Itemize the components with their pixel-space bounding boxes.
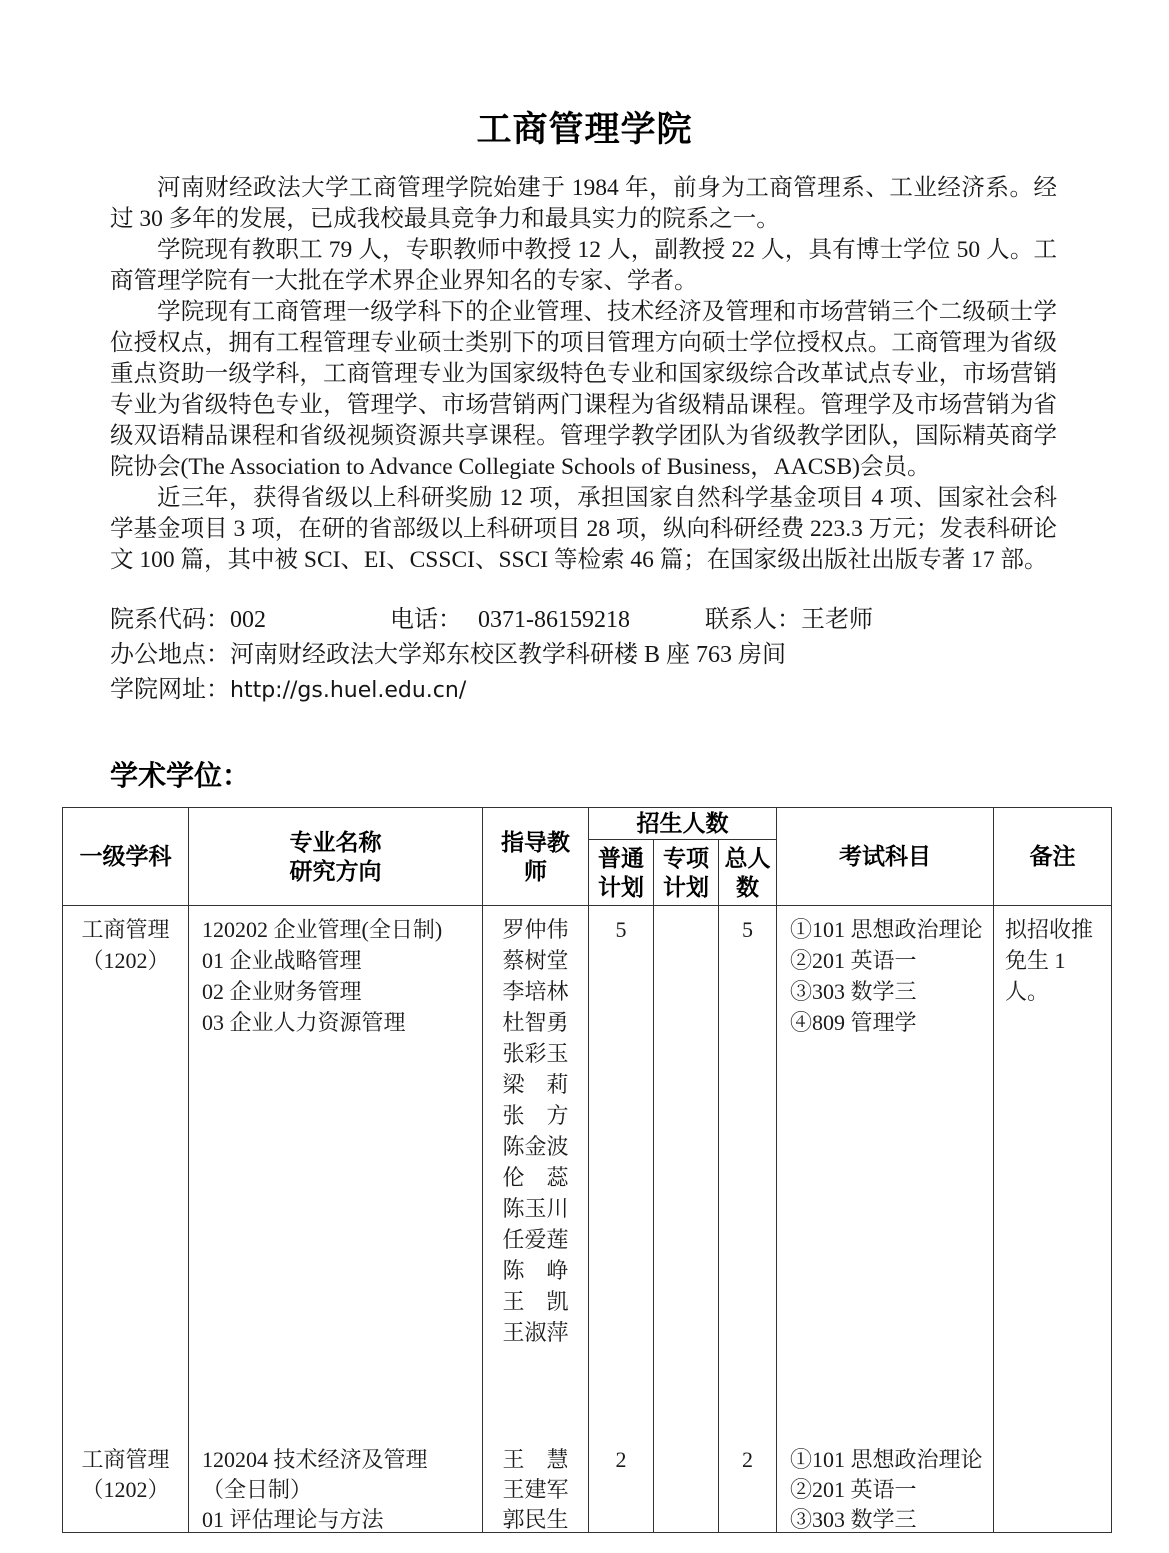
row1-plan-special bbox=[654, 906, 718, 1439]
header-total-line1: 总人 bbox=[724, 845, 771, 871]
intro-paragraph: 学院现有教职工 79 人，专职教师中教授 12 人，副教授 22 人，具有博士学位 50 人。工商管理学院有一大批在学术界企业界知名的专家、学者。 bbox=[110, 237, 1057, 294]
header-enrollment-count: 招生人数 bbox=[589, 808, 777, 840]
column-plan-special bbox=[654, 906, 719, 1532]
header-plan-general-line1: 普通 bbox=[598, 845, 644, 871]
address-value: 河南财经政法大学郑东校区教学科研楼 B 座 763 房间 bbox=[230, 642, 787, 668]
header-advisor-line1: 指导教 bbox=[501, 829, 570, 855]
row1-advisors bbox=[483, 906, 588, 1439]
advisor-name: 李培林 bbox=[502, 979, 569, 1004]
exam-subject-line: ③303 数学三 bbox=[790, 1507, 917, 1532]
website-link[interactable]: http://gs.huel.edu.cn/ bbox=[230, 678, 467, 703]
header-total-line2: 数 bbox=[736, 874, 759, 900]
exam-subject-line: ②201 英语一 bbox=[790, 1477, 917, 1502]
advisor-name: 郭民生 bbox=[502, 1507, 569, 1532]
program-line: （全日制） bbox=[202, 1477, 313, 1502]
row1-exam-subjects bbox=[777, 906, 993, 1439]
header-program-line2: 研究方向 bbox=[289, 858, 382, 884]
row2-plan-general: 2 bbox=[615, 1447, 627, 1472]
exam-subject-line: ④809 管理学 bbox=[790, 1010, 917, 1035]
column-plan-general bbox=[589, 906, 654, 1532]
header-program-line1: 专业名称 bbox=[289, 829, 382, 855]
column-exam-subjects bbox=[777, 906, 994, 1532]
column-total bbox=[719, 906, 777, 1532]
row1-plan-general: 5 bbox=[615, 917, 627, 942]
exam-subject-line: ③303 数学三 bbox=[790, 979, 917, 1004]
row2-remarks bbox=[994, 1439, 1111, 1445]
row1-remarks bbox=[994, 906, 1111, 1439]
advisor-name: 梁 莉 bbox=[502, 1072, 569, 1097]
contact-person-label: 联系人： bbox=[705, 607, 801, 633]
advisor-name: 任爱莲 bbox=[502, 1227, 569, 1252]
intro-paragraphs bbox=[110, 173, 1057, 576]
advisor-name: 陈玉川 bbox=[502, 1196, 569, 1221]
advisor-name: 王 凯 bbox=[502, 1289, 569, 1314]
dept-code-group bbox=[110, 603, 390, 638]
program-line: 02 企业财务管理 bbox=[202, 979, 362, 1004]
exam-subject-line: ②201 英语一 bbox=[790, 948, 917, 973]
row1-discipline bbox=[63, 906, 188, 1439]
dept-code-label: 院系代码： bbox=[110, 607, 230, 633]
exam-subject-line: ①101 思想政治理论 bbox=[790, 917, 983, 942]
phone-value: 0371-86159218 bbox=[478, 607, 630, 633]
phone-group bbox=[390, 603, 705, 638]
program-line: 120204 技术经济及管理 bbox=[202, 1447, 428, 1472]
header-advisor bbox=[483, 808, 589, 906]
advisor-name: 陈 峥 bbox=[502, 1258, 569, 1283]
column-advisors bbox=[483, 906, 589, 1532]
exam-subject-line: ①101 思想政治理论 bbox=[790, 1447, 983, 1472]
intro-paragraph: 学院现有工商管理一级学科下的企业管理、技术经济及管理和市场营销三个二级硕士学位授权点，拥有工程管理专业硕士类别下的项目管理方向硕士学位授权点。工商管理为省级重点资助一级学科，工商管理专业为国家级特色专业和国家级综合改革试点专业，市场营销专业为省级特色专业，管理学、市场营销两门课程为省级精品课程。管理学及市场营销为省级双语精品课程和省级视频资源共享课程。管理学教学团队为省级教学团队，国际精英商学院协会(The Association to Advance Collegiate Schools of Business，AACSB)会员。 bbox=[110, 299, 1057, 480]
remarks-line: 免生 1 人。 bbox=[1005, 948, 1072, 1004]
row2-total: 2 bbox=[742, 1447, 753, 1472]
admissions-table bbox=[62, 807, 1112, 1533]
advisor-name: 张 方 bbox=[502, 1103, 569, 1128]
intro-paragraph: 近三年，获得省级以上科研奖励 12 项，承担国家自然科学基金项目 4 项、国家社会科学基金项目 3 项，在研的省部级以上科研项目 28 项，纵向科研经费 223.3 万元；发表科研论文 100 篇，其中被 SCI、EI、CSSCI、SSCI 等检索 46 篇；在国家级出版社出版专著 17 部。 bbox=[110, 485, 1057, 573]
program-line: 01 企业战略管理 bbox=[202, 948, 362, 973]
advisor-name: 王建军 bbox=[502, 1477, 569, 1502]
section-heading-academic-degrees: 学术学位： bbox=[110, 761, 251, 792]
contact-person-value: 王老师 bbox=[801, 607, 873, 633]
header-exam-subjects: 考试科目 bbox=[777, 808, 994, 906]
discipline-line: （1202） bbox=[81, 948, 170, 973]
header-plan-general-line2: 计划 bbox=[598, 874, 644, 900]
contact-line-1 bbox=[110, 603, 1057, 638]
header-discipline: 一级学科 bbox=[63, 808, 189, 906]
column-program bbox=[189, 906, 483, 1532]
contact-person-group bbox=[705, 607, 873, 633]
advisor-name: 王淑萍 bbox=[502, 1320, 569, 1345]
advisor-name: 王 慧 bbox=[502, 1447, 569, 1472]
dept-code-value: 002 bbox=[230, 607, 266, 633]
discipline-line: （1202） bbox=[81, 1477, 170, 1502]
program-line: 03 企业人力资源管理 bbox=[202, 1010, 406, 1035]
intro-paragraph: 河南财经政法大学工商管理学院始建于 1984 年，前身为工商管理系、工业经济系。经过 30 多年的发展，已成我校最具竞争力和最具实力的院系之一。 bbox=[110, 175, 1057, 232]
row1-total: 5 bbox=[742, 917, 753, 942]
row1-program bbox=[189, 906, 482, 1439]
website-label: 学院网址： bbox=[110, 677, 230, 703]
header-remarks: 备注 bbox=[994, 808, 1111, 906]
program-line: 120202 企业管理(全日制) bbox=[202, 917, 443, 942]
header-plan-special bbox=[654, 840, 719, 906]
discipline-line: 工商管理 bbox=[81, 1447, 170, 1472]
row2-program bbox=[189, 1439, 482, 1532]
program-line: 01 评估理论与方法 bbox=[202, 1507, 384, 1532]
advisor-name: 罗仲伟 bbox=[502, 917, 569, 942]
address-label: 办公地点： bbox=[110, 642, 230, 668]
column-discipline bbox=[63, 906, 189, 1532]
remarks-line: 拟招收推 bbox=[1005, 917, 1094, 942]
contact-block bbox=[110, 603, 1057, 708]
contact-line-3 bbox=[110, 673, 1057, 708]
header-total bbox=[719, 840, 777, 906]
row2-discipline bbox=[63, 1439, 188, 1505]
phone-label: 电话： bbox=[390, 607, 462, 633]
row2-exam-subjects bbox=[777, 1439, 993, 1532]
advisor-name: 伦 蕊 bbox=[502, 1165, 569, 1190]
page-title: 工商管理学院 bbox=[476, 110, 693, 150]
header-program bbox=[189, 808, 483, 906]
discipline-line: 工商管理 bbox=[81, 917, 170, 942]
contact-line-2 bbox=[110, 638, 1057, 673]
advisor-name: 杜智勇 bbox=[502, 1010, 569, 1035]
header-plan-general bbox=[589, 840, 654, 906]
column-remarks bbox=[994, 906, 1111, 1532]
advisor-name: 张彩玉 bbox=[502, 1041, 569, 1066]
advisor-name: 陈金波 bbox=[502, 1134, 569, 1159]
row2-advisors bbox=[483, 1439, 588, 1532]
header-advisor-line2: 师 bbox=[524, 858, 547, 884]
header-plan-special-line2: 计划 bbox=[663, 874, 709, 900]
advisor-name: 蔡树堂 bbox=[502, 948, 569, 973]
header-plan-special-line1: 专项 bbox=[663, 845, 709, 871]
row2-plan-special bbox=[654, 1439, 718, 1445]
